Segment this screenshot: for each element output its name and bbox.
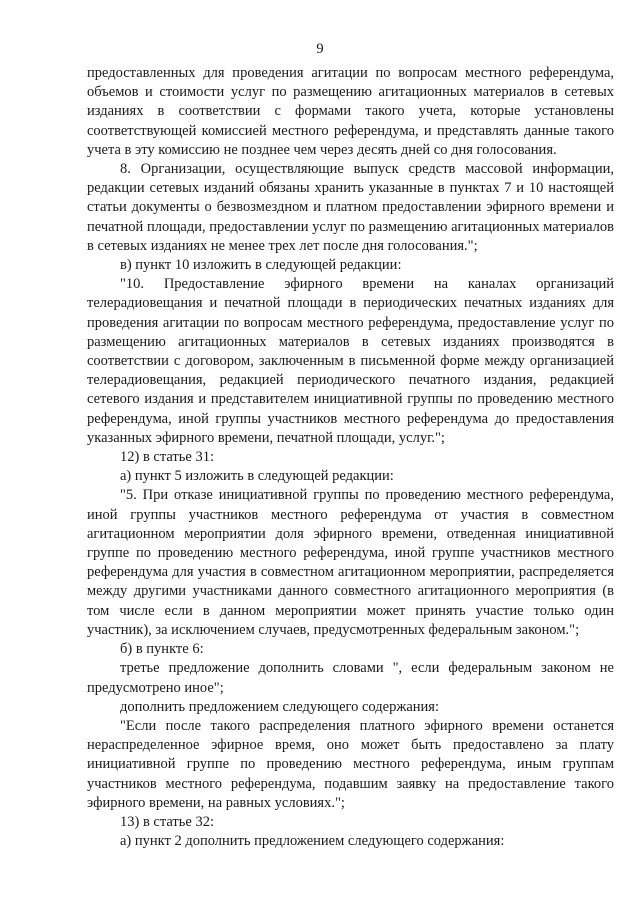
paragraph-subitem-v: в) пункт 10 изложить в следующей редакции:	[120, 257, 402, 274]
paragraph-item-13: 13) в статье 32:	[120, 813, 214, 830]
paragraph-item-12: 12) в статье 31:	[120, 449, 214, 466]
document-body	[87, 64, 614, 851]
page-number: 9	[316, 41, 324, 57]
paragraph-item-8: 8. Организации, осуществляющие выпуск средств массовой информации, редакции сетевых изданий обязаны хранить указанные в пунктах 7 и 10 настоящей статьи документы о безвозмездном и платном предоставлении эфирного времени и печатной площади, предоставлении услуг по размещению агитационных материалов в сетевых изданиях не менее трех лет после дня голосования.";	[87, 161, 614, 254]
paragraph-item-10-quote: "10. Предоставление эфирного времени на каналах организаций телерадиовещания и печатной площади в периодических печатных изданиях для проведения агитации по вопросам местного референдума, предоставление услуг по размещению агитационных материалов в сетевых изданиях производятся в соответствии с договором, заключенным в письменной форме между организацией телерадиовещания, редакцией периодического печатного издания, редакцией сетевого издания и представителем инициативной группы по проведению местного референдума, иной группы участников местного референдума до предоставления указанных эфирного времени, печатной площади, услуг.";	[87, 276, 614, 446]
paragraph-subitem-b: б) в пункте 6:	[120, 641, 204, 658]
paragraph-subitem-a: а) пункт 5 изложить в следующей редакции:	[120, 468, 394, 485]
paragraph-subitem-a-2: а) пункт 2 дополнить предложением следующего содержания:	[120, 833, 505, 850]
paragraph-item-5-quote: "5. При отказе инициативной группы по проведению местного референдума, иной группы участников местного референдума от участия в совместном агитационном мероприятии доля эфирного времени, отведенная инициативной группе по проведению местного референдума, иной группе участников местного референдума для участия в совместном агитационном мероприятии, распределяется между другими участниками данного совместного агитационного мероприятия (в том числе если в данном мероприятии может принять участие только один участник), за исключением случаев, предусмотренных федеральным законом.";	[87, 487, 614, 638]
paragraph-continuation: предоставленных для проведения агитации по вопросам местного референдума, объемов и стоимости услуг по размещению агитационных материалов в сетевых изданиях в соответствии с формами такого учета, которые установлены соответствующей комиссией местного референдума, и представлять данные такого учета в эту комиссию не позднее чем через десять дней со дня голосования.	[87, 65, 614, 158]
paragraph-third-sentence: третье предложение дополнить словами ", если федеральным законом не предусмотрено иное";	[87, 660, 614, 696]
paragraph-added-quote: "Если после такого распределения платного эфирного времени останется нераспределенное эфирное время, оно может быть предоставлено за плату инициативной группе по проведению местного референдума, иным группам участников местного референдума, подавшим заявку на предоставление такого эфирного времени, на равных условиях.";	[87, 717, 614, 811]
paragraph-add-sentence: дополнить предложением следующего содержания:	[120, 698, 439, 715]
